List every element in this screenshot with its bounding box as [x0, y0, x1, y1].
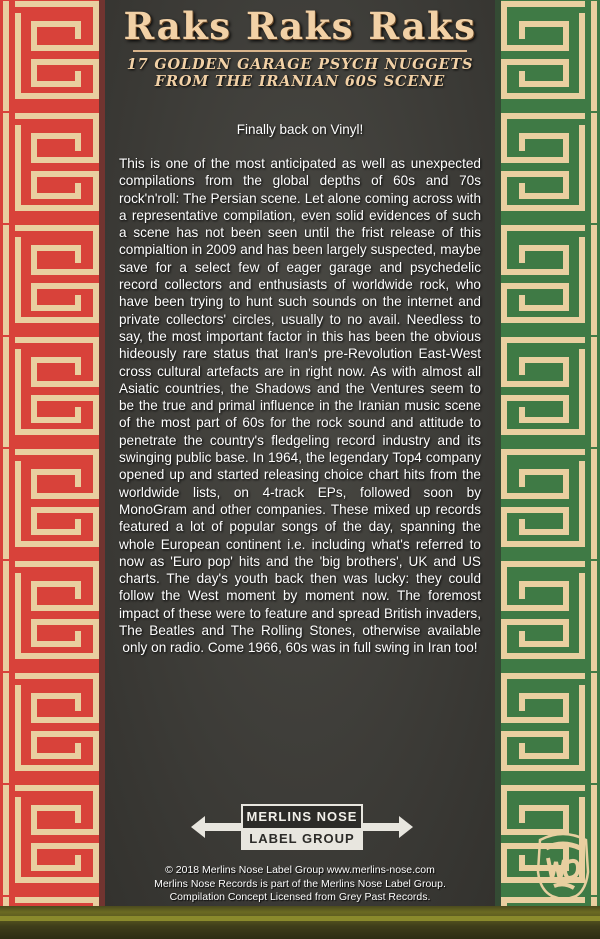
logo-line-2: LABEL GROUP: [243, 828, 361, 850]
merlins-nose-logo: [191, 800, 413, 856]
right-decorative-border: [495, 0, 600, 908]
title-underline: [133, 50, 467, 52]
logo-line-1: MERLINS NOSE: [246, 809, 358, 824]
bottom-stripe: [0, 906, 600, 939]
merlins-nose-emblem-icon: [534, 832, 592, 902]
arrow-right-icon: [361, 812, 413, 842]
album-subtitle: [105, 56, 495, 90]
intro-line: Finally back on Vinyl!: [236, 122, 364, 137]
footer-line-3: Compilation Concept Licensed from Grey Past Records.: [169, 891, 431, 903]
footer-line-1: © 2018 Merlins Nose Label Group www.merlins-nose.com: [165, 864, 435, 876]
subtitle-line-1: 17 GOLDEN GARAGE PSYCH NUGGETS: [126, 56, 474, 73]
album-title: Raks Raks Raks: [123, 4, 477, 48]
logo-box: [241, 804, 363, 850]
content-panel: [105, 0, 495, 908]
copyright-footer: [105, 864, 495, 905]
subtitle-line-2: FROM THE IRANIAN 60S SCENE: [154, 73, 446, 90]
liner-notes: This is one of the most anticipated as well as unexpected compilations from the global depths of 60s and 70s rock'n'roll: The Persian scene. Let alone coming across with a representative compilation, even solid evidences of such a scene has not been seen until the frist release of this compialtion in 2009 and has been largely suspected, maybe save for a select few of eager garage and psychedelic record collectors and enthusiasts of worldwide rock, who have been trying to hunt such sounds on the internet and private collectors' circles, usually to no avail. Needless to say, the most important factor in this has been the obvious hideously rare status that Iran's pre-Revolution East-West cross cultural artefacts are in right now. As with almost all Asiatic countries, the Shadows and the Ventures seem to be the true and primal influence in the Iranian music scene of the most part of 60s for the rock sound and attitude to penetrate the country's fledgeling record industry and its swinging public base. In 1964, the legendary Top4 company opened up and started releasing choice chart hits from the worldwide lists, on 4-track EPs, followed soon by MonoGram and other companies. These mixed up records featured a lot of popular songs of the day, spanning the whole European continent i.e. including what's referred to now as 'Euro pop' hits and the 'big brothers', UK and US charts. The day's youth back then was lucky: they could follow the West moment by moment now. The foremost impact of these were to feature and spread British invaders, The Beatles and The Rolling Stones, otherwise available only on radio. Come 1966, 60s was in full swing in Iran too!: [119, 156, 481, 656]
footer-line-2: Merlins Nose Records is part of the Merlins Nose Label Group.: [154, 877, 446, 890]
left-decorative-border: [0, 0, 105, 908]
arrow-left-icon: [191, 812, 243, 842]
